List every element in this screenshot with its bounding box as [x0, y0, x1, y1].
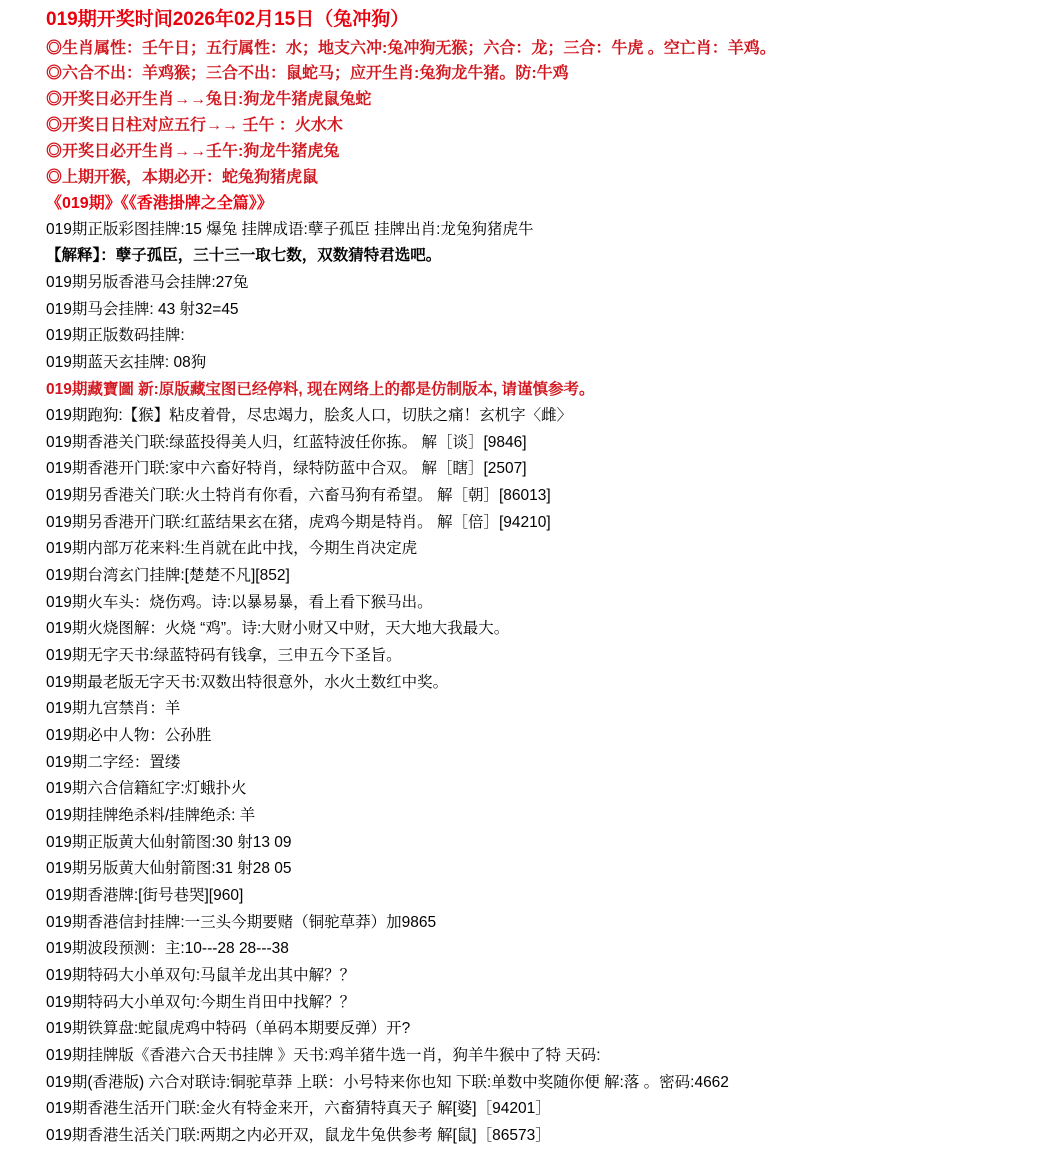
- list-item: 019期香港生活关门联:两期之内必开双，鼠龙牛兔供参考 解[鼠]［86573］: [46, 1126, 551, 1144]
- list-item: 019期火烧图解：火烧 “鸡”。诗:大财小财又中财，天大地大我最大。: [46, 620, 510, 638]
- list-item: 019期二字经：置缕: [46, 753, 181, 771]
- list-item: 019期台湾玄门挂牌:[楚楚不凡][852]: [46, 567, 290, 585]
- list-item: 019期另版香港马会挂牌:27兔: [46, 273, 249, 291]
- list-item: 019期正版数码挂牌:: [46, 327, 185, 345]
- list-item: 019期挂牌绝杀料/挂牌绝杀: 羊: [46, 807, 256, 825]
- list-item: 【解释】：孽子孤臣，三十三一取七数，双数猜特君选吧。: [46, 247, 442, 265]
- list-item: 019期正版彩图挂牌:15 爆兔 挂牌成语:孽子孤臣 挂牌出肖:龙兔狗猪虎牛: [46, 220, 534, 238]
- list-item: 019期(香港版) 六合对联诗:铜驼草莽 上联：小号特来你也知 下联:单数中奖随你便 解:落 。密码:4662: [46, 1073, 729, 1091]
- list-item: 019期必中人物：公孙胜: [46, 727, 212, 745]
- list-item: 019期另版黄大仙射箭图:31 射28 05: [46, 860, 292, 878]
- bullet-line: ◎上期开猴，本期必开：蛇兔狗猪虎鼠: [46, 169, 319, 187]
- list-item: 019期挂牌版《香港六合天书挂牌 》天书:鸡羊猪牛选一肖，狗羊牛猴中了特 天码:: [46, 1046, 601, 1064]
- list-item: 019期九宫禁肖：羊: [46, 700, 181, 718]
- content-rows: [0, 217, 1048, 1150]
- list-item: 019期特码大小单双句:今期生肖田中找解？？: [46, 993, 356, 1011]
- list-item: 019期另香港关门联:火土特肖有你看，六畜马狗有希望。 解［朝］[86013]: [46, 487, 551, 505]
- list-item: 019期香港关门联:绿蓝投得美人归，红蓝特波任你拣。 解［谈］[9846]: [46, 433, 527, 451]
- list-item: 019期蓝天玄挂牌: 08狗: [46, 353, 207, 371]
- bullet-line: ◎六合不出：羊鸡猴；三合不出：鼠蛇马；应开生肖:兔狗龙牛猪。防:牛鸡: [46, 65, 569, 83]
- list-item: 019期跑狗:【猴】粘皮着骨，尽忠竭力，脍炙人口，切肤之痛！玄机字〈雌〉: [46, 407, 573, 425]
- list-item: 019期火车头：烧伤鸡。诗:以暴易暴，看上看下猴马出。: [46, 593, 433, 611]
- list-item: 019期铁算盘:蛇鼠虎鸡中特码（单码本期要反弹）开?: [46, 1020, 411, 1038]
- bullet-line: ◎生肖属性：壬午日；五行属性：水；地支六冲:兔冲狗无猴；六合：龙；三合：牛虎 。空亡肖：羊鸡。: [46, 39, 776, 57]
- bullet-line: ◎开奖日必开生肖→→壬午:狗龙牛猪虎兔: [46, 143, 340, 161]
- bullet-line: ◎开奖日日柱对应五行→→ 壬午 ：火水木: [46, 117, 343, 135]
- list-item: 019期藏寶圖 新:原版藏宝图已经停料, 现在网络上的都是仿制版本, 请谨慎参考。: [46, 380, 595, 398]
- list-item: 019期内部万花来料:生肖就在此中找，今期生肖决定虎: [46, 540, 418, 558]
- list-item: 019期香港生活开门联:金火有特金来开，六畜猜特真天子 解[婆]［94201］: [46, 1100, 551, 1118]
- list-item: 019期波段预测：主:10---28 28---38: [46, 940, 289, 958]
- list-item: 019期六合信籍紅字:灯蛾扑火: [46, 780, 247, 798]
- list-item: 019期正版黄大仙射箭图:30 射13 09: [46, 833, 292, 851]
- list-item: 019期另香港开门联:红蓝结果玄在猪，虎鸡今期是特肖。 解［倍］[94210]: [46, 513, 551, 531]
- list-item: 019期最老版无字天书:双数出特很意外，水火土数红中奖。: [46, 673, 449, 691]
- list-item: 019期香港信封挂牌:一三头今期要赌（铜驼草莽）加9865: [46, 913, 437, 931]
- list-item: 019期香港开门联:家中六畜好特肖，绿特防蓝中合双。 解［瞎］[2507]: [46, 460, 527, 478]
- section-title: 《019期》《《香港掛牌之全篇》》: [46, 194, 273, 212]
- list-item: 019期香港牌:[街号巷哭][960]: [46, 886, 244, 904]
- bullet-line: ◎开奖日必开生肖→→兔日:狗龙牛猪虎鼠兔蛇: [46, 91, 372, 109]
- bullet-block: [0, 36, 1048, 191]
- page-title: 019期开奖时间2026年02月15日（兔冲狗）: [46, 9, 410, 30]
- list-item: 019期马会挂牌: 43 射32=45: [46, 300, 239, 318]
- list-item: 019期无字天书:绿蓝特码有钱拿，三申五今下圣旨。: [46, 647, 402, 665]
- list-item: 019期特码大小单双句:马鼠羊龙出其中解？？: [46, 966, 356, 984]
